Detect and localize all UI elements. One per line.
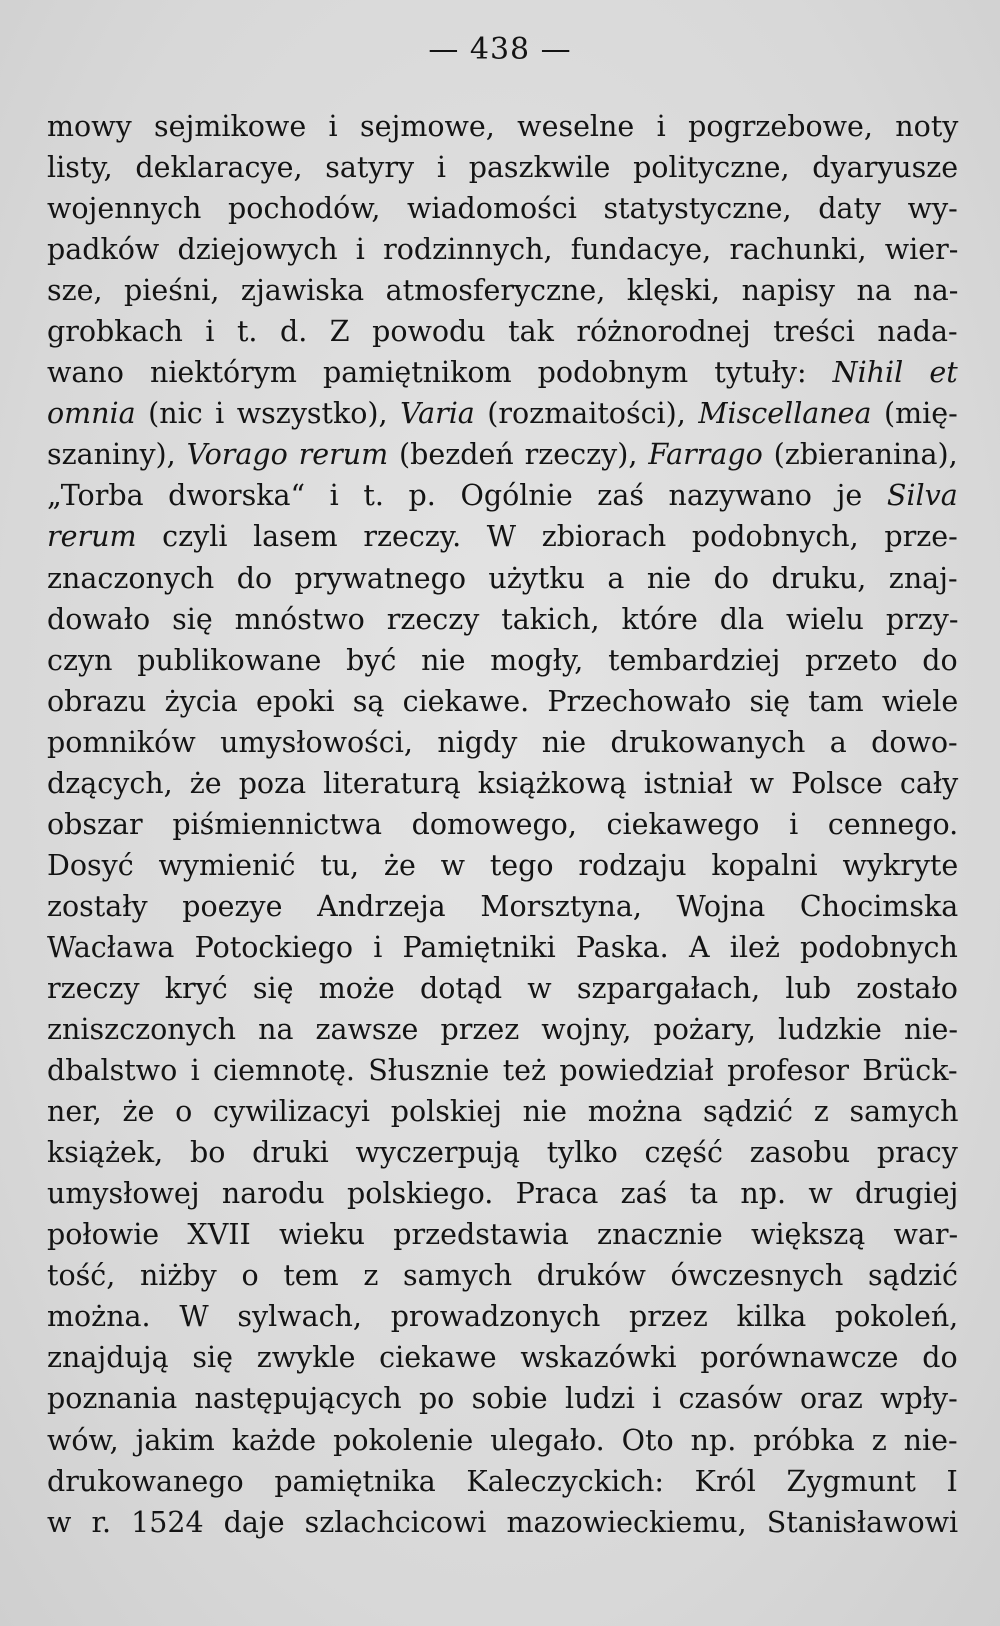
- text-line: [47, 599, 958, 640]
- text-segment: tość, niżby o tem z samych druków ówczesnych sądzić: [47, 1259, 958, 1293]
- text-segment: dbalstwo i ciemnotę. Słusznie też powiedział profesor Brück-: [47, 1054, 958, 1088]
- text-line: [47, 1091, 958, 1132]
- text-segment: znajdują się zwykle ciekawe wskazówki porównawcze do: [47, 1341, 958, 1375]
- text-line: [47, 1255, 958, 1296]
- text-segment: połowie XVII wieku przedstawia znacznie większą war-: [47, 1218, 959, 1252]
- text-segment: zniszczonych na zawsze przez wojny, pożary, ludzkie nie-: [47, 1013, 958, 1047]
- text-line: [47, 311, 958, 352]
- text-line: [47, 1420, 958, 1461]
- text-segment: można. W sylwach, prowadzonych przez kilka pokoleń,: [47, 1300, 959, 1334]
- italic-text: Vorago rerum: [186, 438, 389, 472]
- text-segment: znaczonych do prywatnego użytku a nie do druku, znaj-: [47, 561, 958, 595]
- text-line: [47, 1050, 958, 1091]
- page-number-header: — 438 —: [428, 32, 572, 67]
- text-line: [47, 558, 958, 599]
- text-segment: „Torba dworska“ i t. p. Ogólnie zaś nazywano je: [47, 479, 887, 513]
- text-segment: (zbieranina),: [762, 438, 958, 472]
- italic-text: rerum: [47, 520, 137, 554]
- italic-text: Miscellanea: [698, 397, 872, 431]
- text-segment: dowało się mnóstwo rzeczy takich, które dla wielu przy-: [47, 602, 959, 636]
- text-line: [47, 1173, 958, 1214]
- text-segment: drukowanego pamiętnika Kaleczyckich: Król Zygmunt I: [47, 1464, 958, 1498]
- text-segment: (rozmaitości),: [474, 397, 699, 431]
- text-segment: Dosyć wymienić tu, że w tego rodzaju kopalni wykryte: [47, 848, 959, 882]
- text-line: [47, 640, 958, 681]
- text-segment: zostały poezye Andrzeja Morsztyna, Wojna Chocimska: [47, 889, 959, 923]
- text-line: [47, 681, 958, 722]
- body-text: [47, 106, 958, 1543]
- text-segment: czyli lasem rzeczy. W zbiorach podobnych, prze-: [136, 520, 958, 554]
- text-line: [47, 516, 958, 557]
- text-segment: poznania następujących po sobie ludzi i czasów oraz wpły-: [47, 1382, 958, 1416]
- text-segment: wów, jakim każde pokolenie ulegało. Oto np. próbka z nie-: [47, 1423, 958, 1457]
- italic-text: omnia: [47, 397, 136, 431]
- text-segment: obszar piśmiennictwa domowego, ciekawego i cennego.: [47, 807, 959, 841]
- text-segment: mowy sejmikowe i sejmowe, weselne i pogrzebowe, noty: [47, 110, 959, 143]
- text-segment: szaniny),: [47, 438, 187, 472]
- text-segment: czyn publikowane być nie mogły, tembardziej przeto do: [47, 643, 958, 677]
- text-line: [47, 106, 958, 147]
- text-line: [47, 434, 958, 475]
- italic-text: Silva: [886, 479, 958, 513]
- text-line: [47, 188, 958, 229]
- text-segment: umysłowej narodu polskiego. Praca zaś ta np. w drugiej: [47, 1177, 959, 1211]
- text-segment: Wacława Potockiego i Pamiętniki Paska. A ileż podobnych: [47, 930, 958, 964]
- text-line: [47, 763, 958, 804]
- text-line: [47, 886, 958, 927]
- text-line: [47, 1132, 958, 1173]
- italic-text: Nihil et: [832, 356, 958, 390]
- text-segment: (mię-: [871, 397, 958, 431]
- text-line: [47, 804, 958, 845]
- text-line: [47, 1337, 958, 1378]
- italic-text: Varia: [400, 397, 475, 431]
- text-line: [47, 270, 958, 311]
- text-segment: grobkach i t. d. Z powodu tak różnorodnej treści nada-: [47, 315, 958, 349]
- text-segment: padków dziejowych i rodzinnych, fundacye, rachunki, wier-: [47, 233, 959, 267]
- text-segment: ner, że o cywilizacyi polskiej nie można sądzić z samych: [47, 1095, 959, 1129]
- text-line: [47, 393, 958, 434]
- text-line: [47, 845, 958, 886]
- text-line: [47, 475, 958, 516]
- text-segment: sze, pieśni, zjawiska atmosferyczne, klęski, napisy na na-: [47, 274, 959, 308]
- text-line: [47, 352, 958, 393]
- text-line: [47, 147, 958, 188]
- text-segment: pomników umysłowości, nigdy nie drukowanych a dowo-: [47, 725, 958, 759]
- text-line: [47, 722, 958, 763]
- text-line: [47, 229, 958, 270]
- text-segment: obrazu życia epoki są ciekawe. Przechowało się tam wiele: [47, 684, 959, 718]
- text-segment: książek, bo druki wyczerpują tylko część zasobu pracy: [47, 1136, 958, 1170]
- text-segment: rzeczy kryć się może dotąd w szpargałach, lub zostało: [47, 971, 958, 1005]
- text-line: [47, 968, 958, 1009]
- italic-text: Farrago: [648, 438, 763, 472]
- text-line: [47, 1461, 958, 1502]
- text-line: [47, 1378, 958, 1419]
- text-line: [47, 1296, 958, 1337]
- text-line: [47, 927, 958, 968]
- text-segment: wano niektórym pamiętnikom podobnym tytuły:: [47, 356, 833, 390]
- text-segment: (bezdeń rzeczy),: [388, 438, 649, 472]
- text-segment: wojennych pochodów, wiadomości statystyczne, daty wy-: [47, 192, 958, 226]
- text-segment: w r. 1524 daje szlachcicowi mazowieckiemu, Stanisławowi: [47, 1505, 959, 1539]
- text-segment: listy, deklaracye, satyry i paszkwile polityczne, dyaryusze: [47, 151, 959, 185]
- text-line: [47, 1214, 958, 1255]
- text-line: [47, 1502, 958, 1543]
- text-segment: (nic i wszystko),: [135, 397, 401, 431]
- text-segment: dzących, że poza literaturą książkową istniał w Polsce cały: [47, 766, 959, 800]
- text-line: [47, 1009, 958, 1050]
